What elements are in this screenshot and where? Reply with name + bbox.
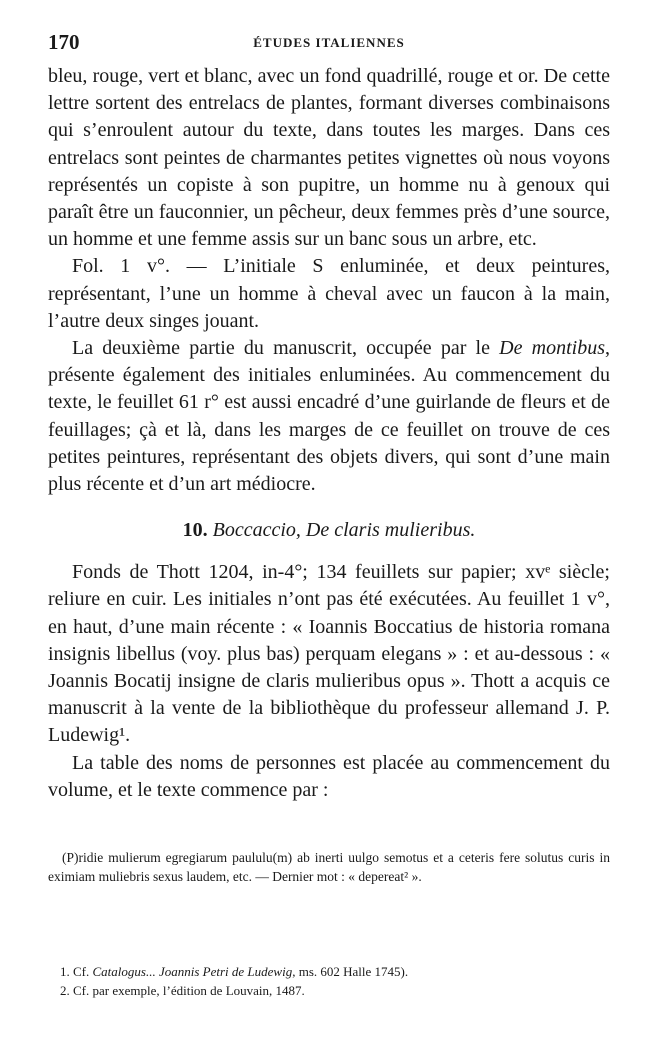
paragraph-3-text-b: , présente également des initiales enluminées. Au commencement du texte, le feuillet 61 r° est aussi encadré d’une guirlande de fleurs et de feuillages; çà et là, dans les marges de ce feuillet on trouve de ces petites peintures, représentant des objets divers, qui sont d’une main plus récente et d’un art médiocre. — [48, 337, 610, 496]
footnote-1-title: Catalogus... Joannis Petri de Ludewig — [92, 964, 293, 979]
section-number: 10. — [182, 519, 208, 542]
footnote-2: 2. Cf. par exemple, l’édition de Louvain, 1487. — [60, 983, 305, 998]
footnote-1-lead: 1. Cf. — [60, 964, 93, 979]
paragraph-1: bleu, rouge, vert et blanc, avec un fond quadrillé, rouge et or. De cette lettre sortent des entrelacs de plantes, formant diverses combinaisons qui s’enroulent autour du texte, dans toutes les marges. Dans ces entrelacs sont peintes de charmantes petites vignettes où nous voyons représentés un copiste à son pupitre, un homme nu à genoux qui paraît être un fauconnier, un pêcheur, deux femmes près d’une source, un homme et une femme assis sur un banc sous un arbre, etc. — [48, 65, 610, 251]
footnotes — [60, 962, 600, 1000]
footnote-1-rest: , ms. 602 Halle 1745). — [292, 964, 409, 979]
paragraph-3-text-a: La deuxième partie du manuscrit, occupée par le — [72, 337, 500, 360]
body-text — [48, 63, 610, 804]
page-header — [48, 30, 610, 56]
section-title: Boccaccio, De claris mulieribus. — [212, 519, 476, 542]
quoted-incipit: (P)ridie mulierum egregiarum paululu(m) ab inerti uulgo semotus et a ceteris fere solutus curis in eximiam muliebris sexus laudem, etc. — Dernier mot : « depereat² ». — [48, 850, 610, 884]
paragraph-4: Fonds de Thott 1204, in-4°; 134 feuillets sur papier; xvᵉ siècle; reliure en cuir. Les initiales n’ont pas été exécutées. Au feuillet 1 v°, en haut, d’une main récente : « Ioannis Boccatius de historia romana insignis libellus (voy. plus bas) perquam elegans » : et au-dessous : « Joannis Bocatij insigne de claris mulieribus opus ». Thott a acquis ce manuscrit à la vente de la bibliothèque du professeur allemand J. P. Ludewig¹. — [48, 561, 610, 747]
paragraph-3 — [48, 335, 610, 498]
page-number: 170 — [48, 30, 80, 54]
paragraph-3-title: De montibus — [499, 337, 605, 360]
footnote-1 — [60, 962, 600, 981]
paragraph-2: Fol. 1 v°. — L’initiale S enluminée, et deux peintures, représentant, l’une un homme à cheval avec un faucon à la main, l’autre deux singes jouant. — [48, 255, 610, 332]
running-head: ÉTUDES ITALIENNES — [253, 35, 405, 50]
section-heading — [48, 517, 610, 543]
paragraph-5: La table des noms de personnes est placée au commencement du volume, et le texte commence par : — [48, 751, 610, 801]
